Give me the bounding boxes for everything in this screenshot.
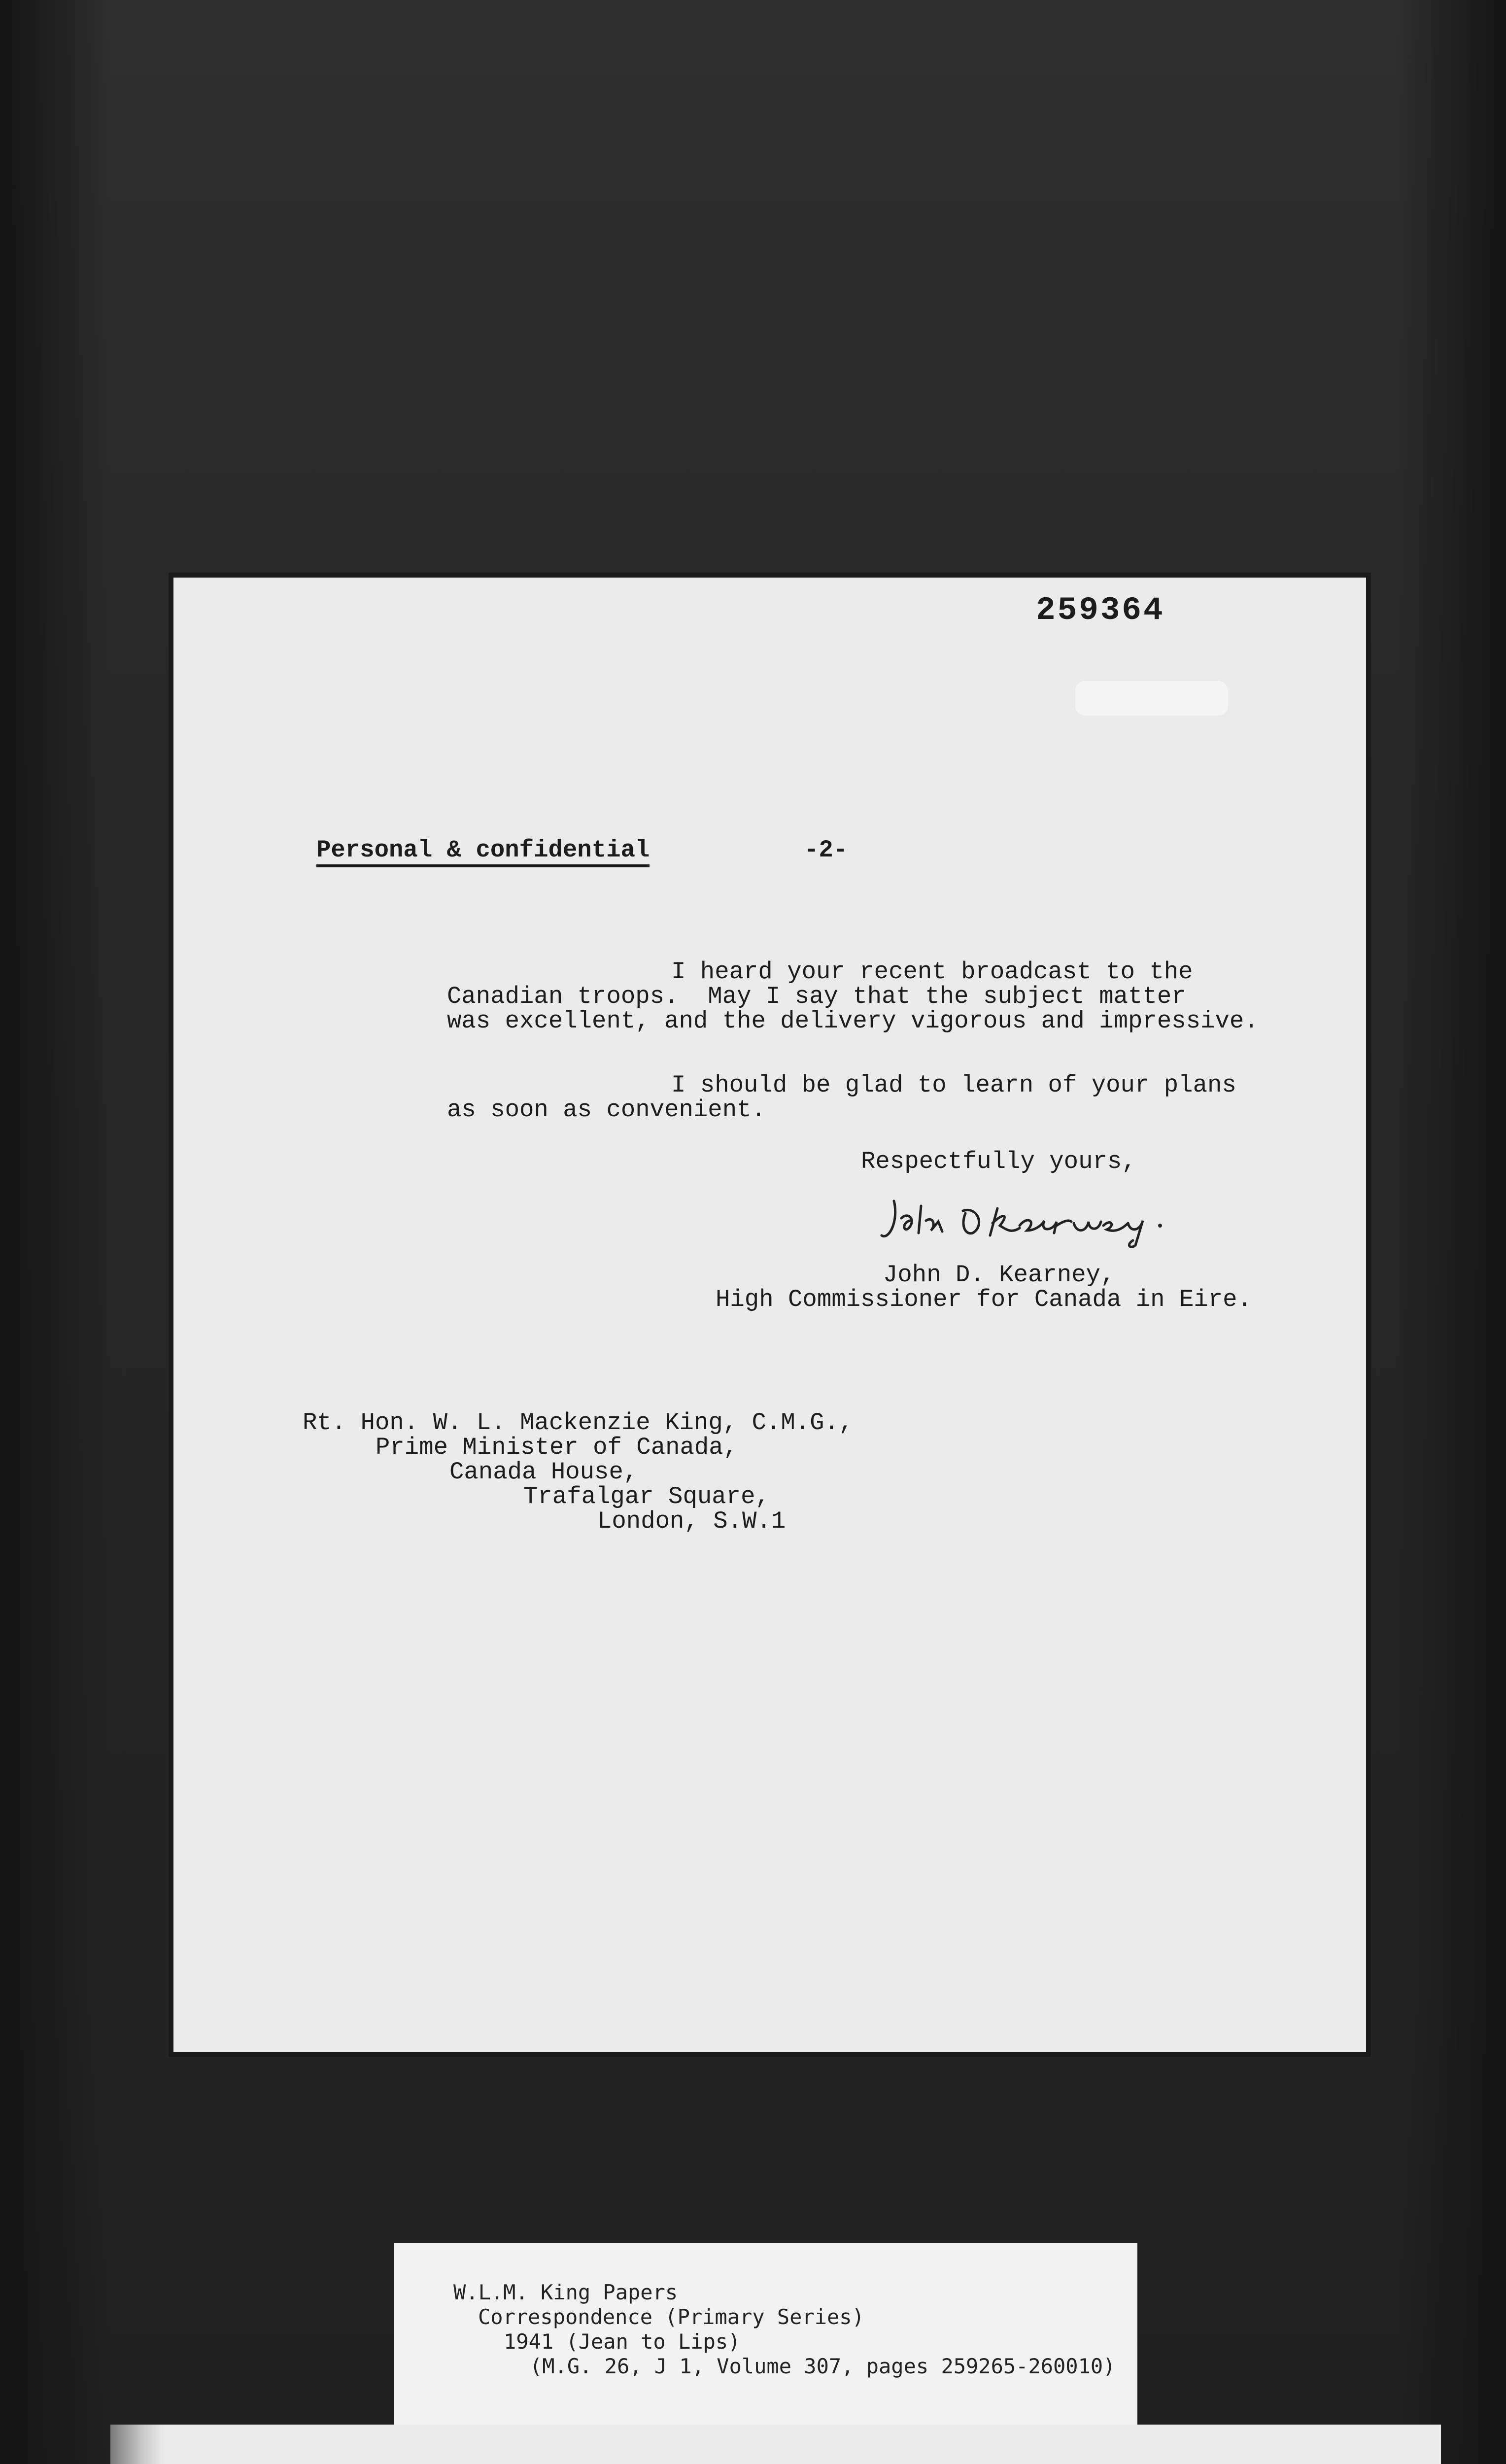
- address-line-1: Rt. Hon. W. L. Mackenzie King, C.M.G.,: [303, 1409, 854, 1437]
- page-marker: -2-: [804, 836, 848, 864]
- letter-page: [173, 578, 1366, 2052]
- address-line-5: London, S.W.1: [597, 1507, 786, 1535]
- label-line-3: 1941 (Jean to Lips): [504, 2329, 741, 2354]
- label-line-2: Correspondence (Primary Series): [478, 2305, 864, 2329]
- paragraph-1-line-3: was excellent, and the delivery vigorous and impressive.: [447, 1007, 1259, 1035]
- address-line-4: Trafalgar Square,: [523, 1483, 770, 1510]
- archive-banner: [110, 2425, 1441, 2464]
- paragraph-1-line-1: I heard your recent broadcast to the: [671, 958, 1193, 986]
- document-number: 259364: [1036, 592, 1165, 629]
- collection-label-card: [394, 2243, 1137, 2427]
- archive-banner-edge: [110, 2425, 165, 2464]
- signer-name: John D. Kearney,: [883, 1261, 1115, 1289]
- signer-title: High Commissioner for Canada in Eire.: [716, 1286, 1252, 1313]
- label-line-1: W.L.M. King Papers: [453, 2280, 678, 2304]
- confidential-header: Personal & confidential: [316, 838, 650, 867]
- label-line-4: (M.G. 26, J 1, Volume 307, pages 259265-260010): [530, 2354, 1116, 2378]
- signature-image: [879, 1191, 1199, 1250]
- address-line-2: Prime Minister of Canada,: [376, 1434, 738, 1461]
- closing-salutation: Respectfully yours,: [861, 1148, 1136, 1175]
- stamp-smudge: [1075, 681, 1228, 716]
- paragraph-2-line-2: as soon as convenient.: [447, 1096, 766, 1124]
- paragraph-1-line-2: Canadian troops. May I say that the subject matter: [447, 983, 1186, 1010]
- backdrop-shade-right: [1398, 0, 1506, 2464]
- address-line-3: Canada House,: [449, 1458, 638, 1486]
- backdrop-shade-left: [0, 0, 108, 2464]
- paragraph-2-line-1: I should be glad to learn of your plans: [671, 1071, 1236, 1099]
